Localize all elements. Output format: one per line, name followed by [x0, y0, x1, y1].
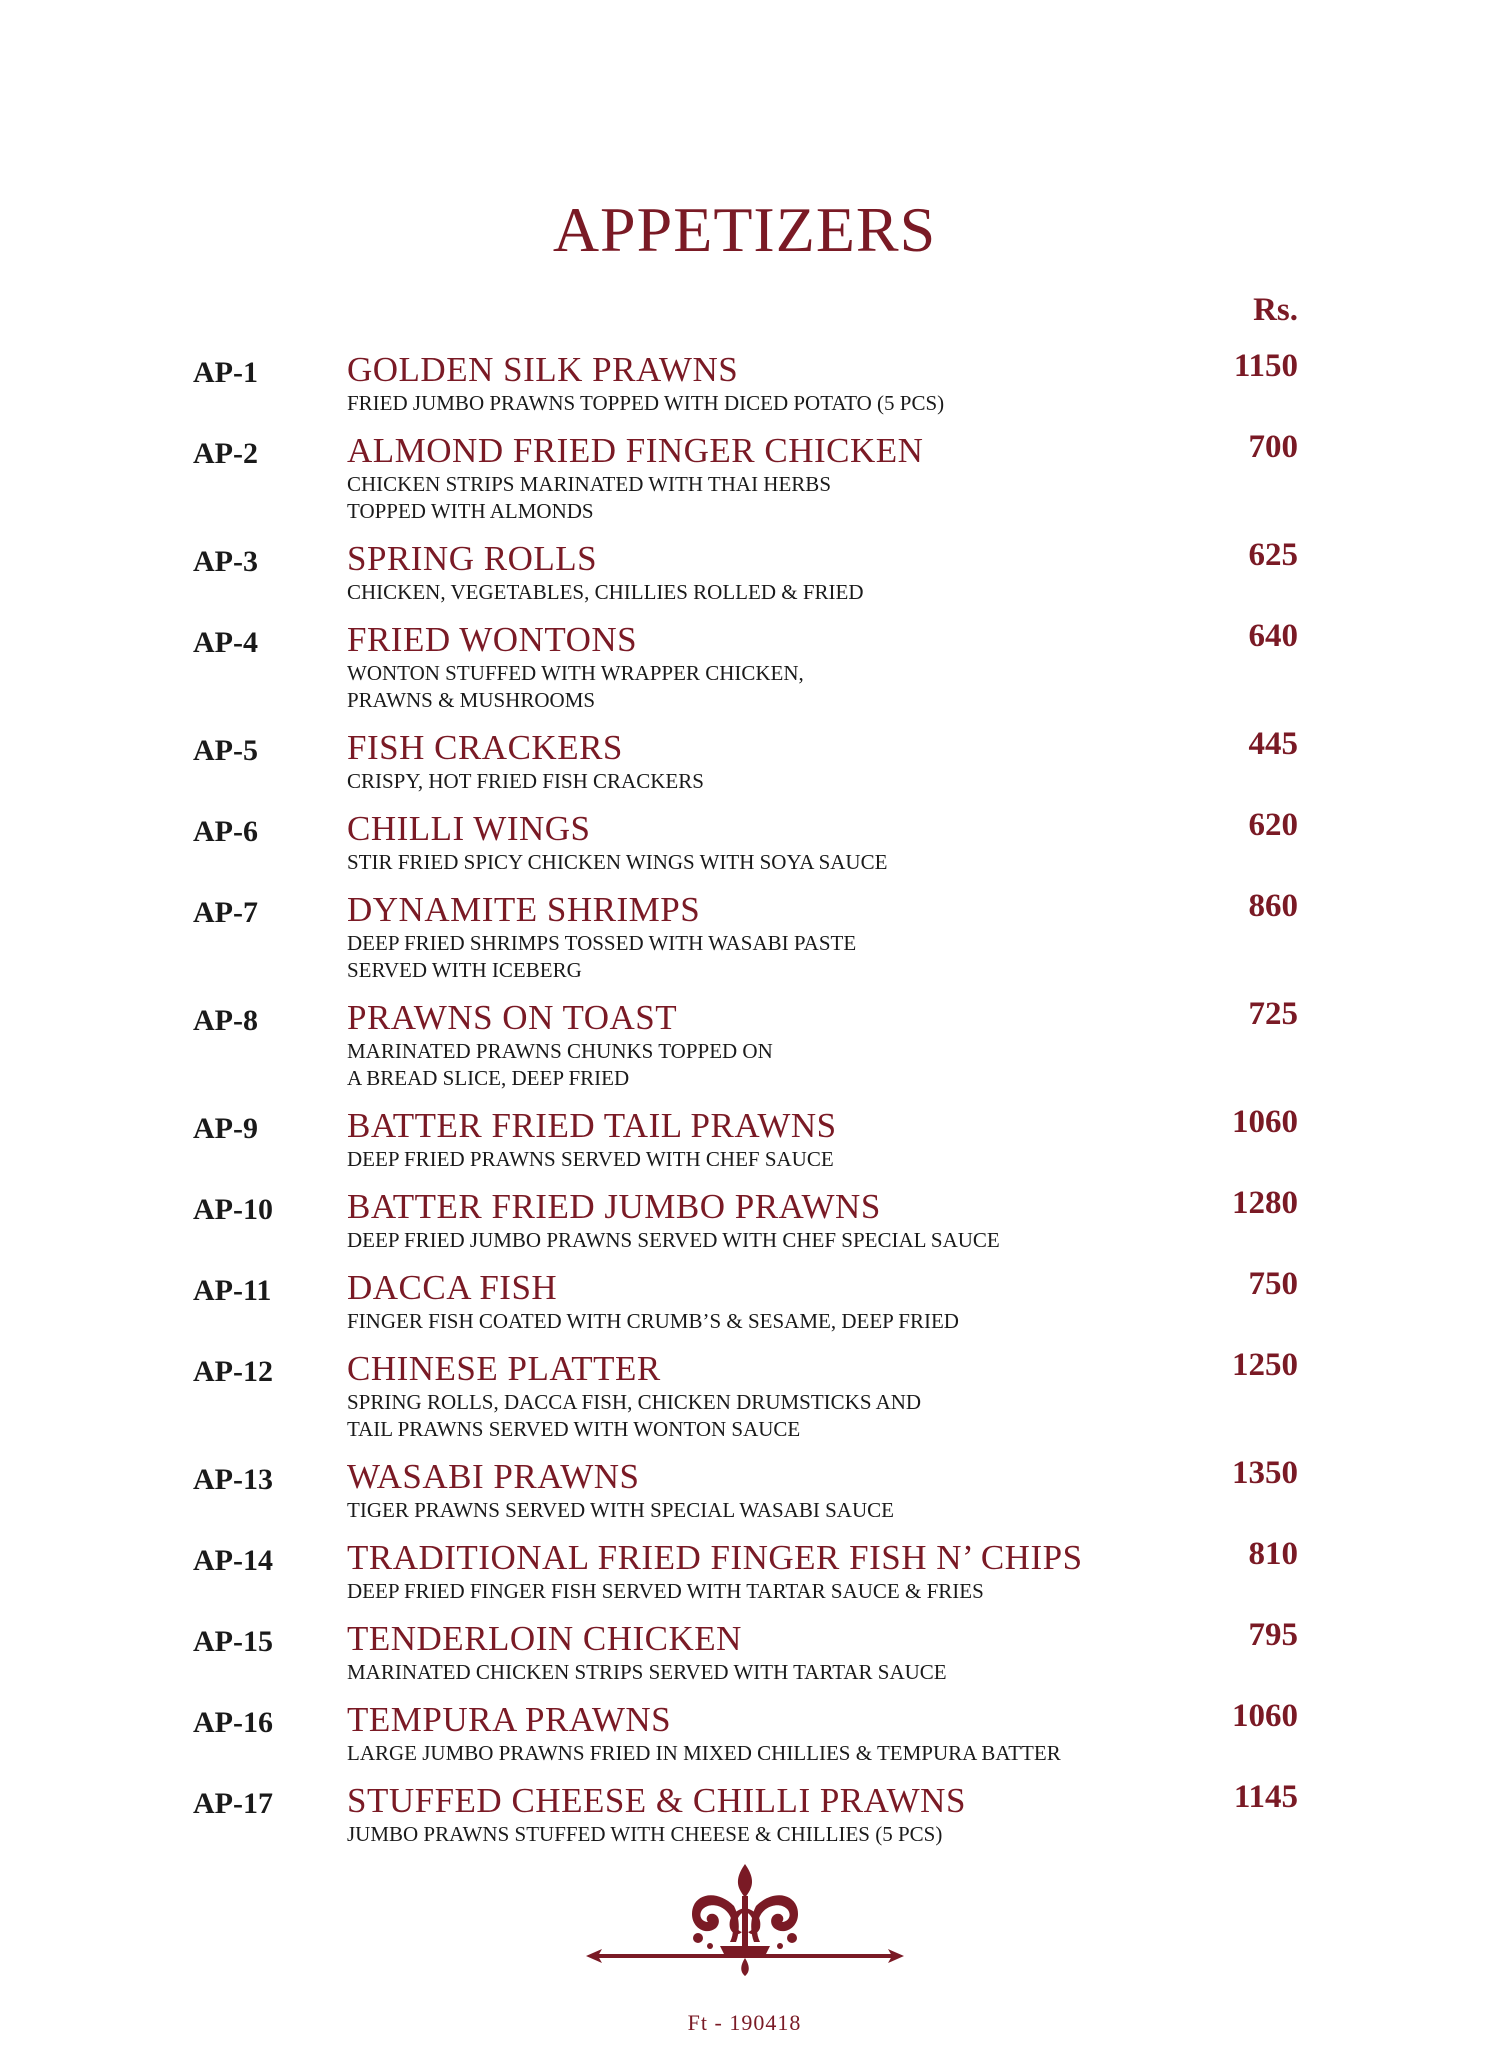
item-description [347, 1038, 773, 1092]
item-description [347, 660, 804, 714]
item-name: TEMPURA PRAWNS [347, 1700, 672, 1739]
item-description-line: PRAWNS & MUSHROOMS [347, 688, 596, 712]
item-name: FISH CRACKERS [347, 728, 623, 767]
item-price: 700 [1248, 429, 1298, 465]
item-code: AP-4 [193, 626, 258, 659]
item-name: DYNAMITE SHRIMPS [347, 890, 701, 929]
fleur-de-lis-ornament-icon [584, 1858, 906, 1978]
item-description-line: DEEP FRIED JUMBO PRAWNS SERVED WITH CHEF SPECIAL SAUCE [347, 1228, 1000, 1252]
item-description [347, 930, 856, 984]
item-description [347, 1146, 834, 1173]
item-description [347, 1308, 959, 1335]
item-name: SPRING ROLLS [347, 539, 598, 578]
item-description-line: SPRING ROLLS, DACCA FISH, CHICKEN DRUMSTICKS AND [347, 1390, 922, 1414]
item-name: GOLDEN SILK PRAWNS [347, 350, 739, 389]
item-description-line: DEEP FRIED SHRIMPS TOSSED WITH WASABI PASTE [347, 931, 857, 955]
item-price: 860 [1248, 888, 1298, 924]
item-name: FRIED WONTONS [347, 620, 638, 659]
item-code: AP-5 [193, 734, 258, 767]
item-description-line: CHICKEN, VEGETABLES, CHILLIES ROLLED & FRIED [347, 580, 864, 604]
item-name: TRADITIONAL FRIED FINGER FISH N’ CHIPS [347, 1538, 1083, 1577]
item-code: AP-11 [193, 1274, 272, 1307]
item-description-line: DEEP FRIED FINGER FISH SERVED WITH TARTAR SAUCE & FRIES [347, 1579, 984, 1603]
page-title: APPETIZERS [552, 194, 937, 265]
item-description [347, 1821, 942, 1848]
item-price: 625 [1248, 537, 1298, 573]
item-description-line: TIGER PRAWNS SERVED WITH SPECIAL WASABI SAUCE [347, 1498, 894, 1522]
item-price: 1150 [1233, 348, 1298, 384]
item-code: AP-14 [193, 1544, 273, 1577]
item-code: AP-12 [193, 1355, 273, 1388]
item-description [347, 471, 831, 525]
item-price: 1060 [1232, 1698, 1298, 1734]
item-price: 1145 [1233, 1779, 1298, 1815]
item-code: AP-7 [193, 896, 258, 929]
item-description [347, 1389, 921, 1443]
item-description-line: CHICKEN STRIPS MARINATED WITH THAI HERBS [347, 472, 831, 496]
item-price: 1280 [1232, 1185, 1298, 1221]
item-description-line: A BREAD SLICE, DEEP FRIED [347, 1066, 630, 1090]
item-code: AP-1 [193, 356, 258, 389]
item-code: AP-15 [193, 1625, 273, 1658]
item-code: AP-17 [193, 1787, 273, 1820]
item-name: CHILLI WINGS [347, 809, 591, 848]
item-name: STUFFED CHEESE & CHILLI PRAWNS [347, 1781, 966, 1820]
item-name: WASABI PRAWNS [347, 1457, 640, 1496]
item-name: PRAWNS ON TOAST [347, 998, 678, 1037]
item-code: AP-3 [193, 545, 258, 578]
item-description-line: TOPPED WITH ALMONDS [347, 499, 594, 523]
item-code: AP-6 [193, 815, 258, 848]
item-price: 725 [1248, 996, 1298, 1032]
item-price: 620 [1248, 807, 1298, 843]
item-description [347, 579, 864, 606]
item-description [347, 768, 704, 795]
item-name: ALMOND FRIED FINGER CHICKEN [347, 431, 924, 470]
item-description [347, 1659, 947, 1686]
item-description [347, 1227, 1000, 1254]
item-price: 1250 [1232, 1347, 1298, 1383]
item-description [347, 390, 944, 417]
item-price: 750 [1248, 1266, 1298, 1302]
item-description-line: FINGER FISH COATED WITH CRUMB’S & SESAME, DEEP FRIED [347, 1309, 959, 1333]
item-description-line: MARINATED PRAWNS CHUNKS TOPPED ON [347, 1039, 773, 1063]
item-code: AP-8 [193, 1004, 258, 1037]
item-name: CHINESE PLATTER [347, 1349, 661, 1388]
item-description-line: LARGE JUMBO PRAWNS FRIED IN MIXED CHILLIES & TEMPURA BATTER [347, 1741, 1061, 1765]
item-name: DACCA FISH [347, 1268, 558, 1307]
item-description-line: DEEP FRIED PRAWNS SERVED WITH CHEF SAUCE [347, 1147, 834, 1171]
item-description [347, 1497, 894, 1524]
item-price: 810 [1248, 1536, 1298, 1572]
item-price: 640 [1248, 618, 1298, 654]
item-description-line: MARINATED CHICKEN STRIPS SERVED WITH TARTAR SAUCE [347, 1660, 947, 1684]
item-code: AP-10 [193, 1193, 273, 1226]
item-code: AP-16 [193, 1706, 273, 1739]
item-price: 795 [1248, 1617, 1298, 1653]
item-description-line: CRISPY, HOT FRIED FISH CRACKERS [347, 769, 704, 793]
item-description-line: SERVED WITH ICEBERG [347, 958, 582, 982]
item-name: BATTER FRIED TAIL PRAWNS [347, 1106, 837, 1145]
item-name: TENDERLOIN CHICKEN [347, 1619, 742, 1658]
item-price: 1060 [1232, 1104, 1298, 1140]
item-description-line: TAIL PRAWNS SERVED WITH WONTON SAUCE [347, 1417, 801, 1441]
item-description [347, 1740, 1061, 1767]
item-code: AP-13 [193, 1463, 273, 1496]
item-code: AP-2 [193, 437, 258, 470]
item-description [347, 849, 887, 876]
item-description-line: JUMBO PRAWNS STUFFED WITH CHEESE & CHILLIES (5 PCS) [347, 1822, 943, 1846]
currency-label: Rs. [1253, 292, 1298, 328]
item-name: BATTER FRIED JUMBO PRAWNS [347, 1187, 881, 1226]
item-description-line: STIR FRIED SPICY CHICKEN WINGS WITH SOYA SAUCE [347, 850, 888, 874]
item-description-line: FRIED JUMBO PRAWNS TOPPED WITH DICED POTATO (5 PCS) [347, 391, 945, 415]
item-price: 445 [1248, 726, 1298, 762]
footer-code: Ft - 190418 [687, 2010, 802, 2035]
item-description [347, 1578, 984, 1605]
item-price: 1350 [1232, 1455, 1298, 1491]
item-code: AP-9 [193, 1112, 258, 1145]
item-description-line: WONTON STUFFED WITH WRAPPER CHICKEN, [347, 661, 804, 685]
